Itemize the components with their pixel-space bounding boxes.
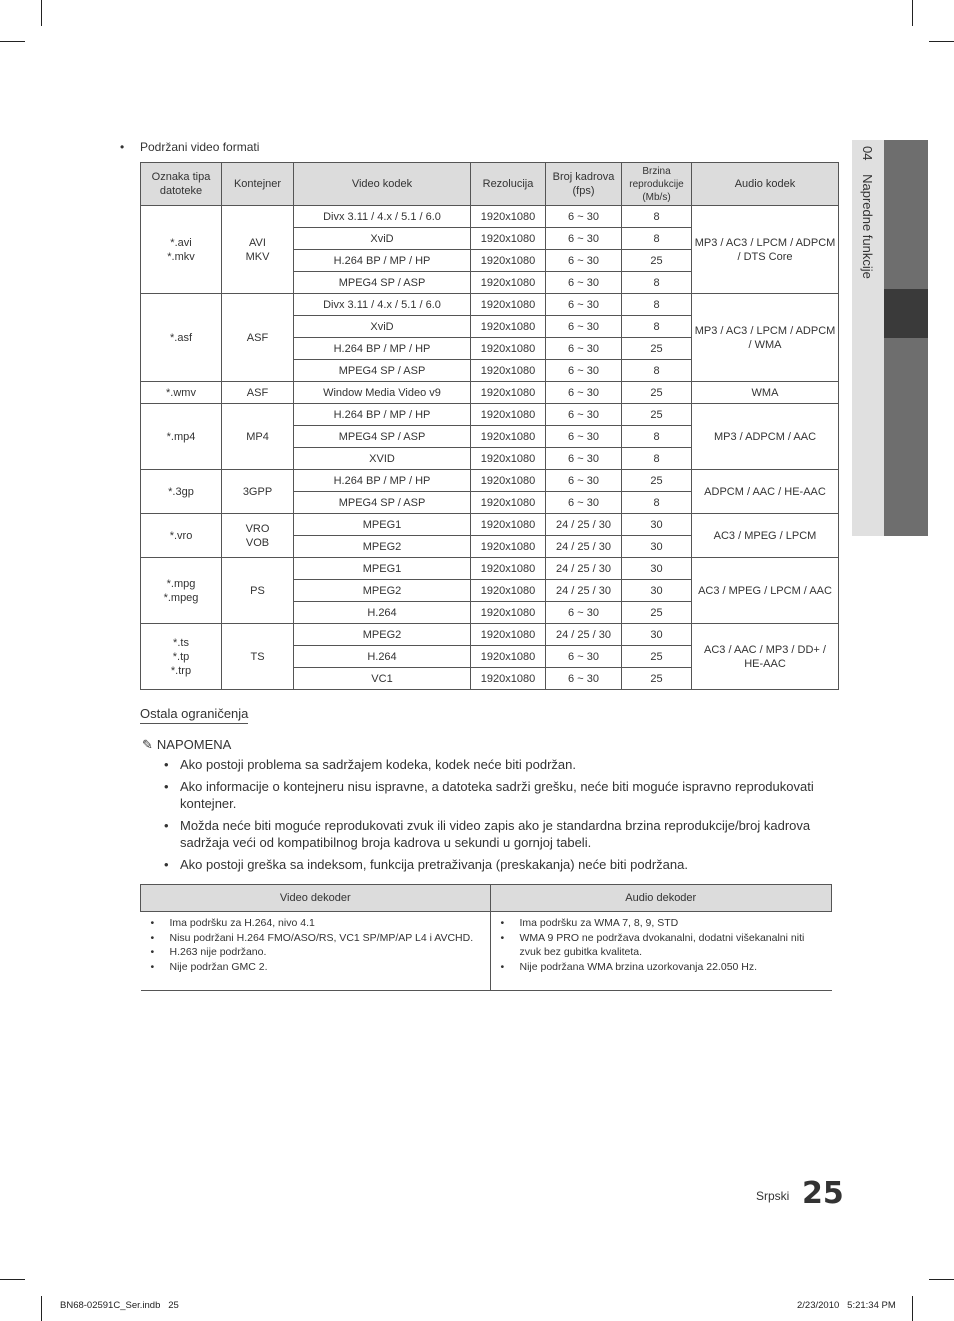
frame-rate-cell: 24 / 25 / 30 <box>546 624 622 646</box>
audio-decoder-item <box>501 960 826 975</box>
resolution-cell: 1920x1080 <box>471 448 546 470</box>
video-codec-cell: XVID <box>294 448 471 470</box>
video-codec-cell: VC1 <box>294 668 471 690</box>
file-extension-cell: *.asf <box>141 294 222 382</box>
video-codec-cell: MPEG4 SP / ASP <box>294 426 471 448</box>
bitrate-cell: 25 <box>622 602 692 624</box>
print-slug-file: BN68-02591C_Ser.indb 25 <box>60 1300 179 1311</box>
frame-rate-cell: 6 ~ 30 <box>546 338 622 360</box>
bitrate-cell: 25 <box>622 382 692 404</box>
frame-rate-cell: 6 ~ 30 <box>546 272 622 294</box>
frame-rate-cell: 6 ~ 30 <box>546 382 622 404</box>
frame-rate-cell: 6 ~ 30 <box>546 646 622 668</box>
audio-codec-cell: MP3 / ADPCM / AAC <box>692 404 839 470</box>
video-codec-cell: H.264 BP / MP / HP <box>294 470 471 492</box>
frame-rate-cell: 24 / 25 / 30 <box>546 580 622 602</box>
header-video-codec: Video kodek <box>294 163 471 206</box>
bullet: • <box>500 960 505 973</box>
resolution-cell: 1920x1080 <box>471 338 546 360</box>
bitrate-cell: 30 <box>622 558 692 580</box>
supported-formats-label: Podržani video formati <box>140 140 260 154</box>
table-row <box>141 470 839 492</box>
bitrate-cell: 25 <box>622 404 692 426</box>
container-cell: MP4 <box>222 404 294 470</box>
frame-rate-cell: 6 ~ 30 <box>546 602 622 624</box>
video-decoder-item <box>151 945 484 960</box>
video-codec-cell: H.264 <box>294 602 471 624</box>
note-label: NAPOMENA <box>156 737 232 752</box>
audio-codec-cell: MP3 / AC3 / LPCM / ADPCM / DTS Core <box>692 206 839 294</box>
container-cell: 3GPP <box>222 470 294 514</box>
crop-mark <box>912 1296 913 1321</box>
video-decoder-item <box>151 960 484 975</box>
resolution-cell: 1920x1080 <box>471 360 546 382</box>
frame-rate-cell: 6 ~ 30 <box>546 470 622 492</box>
decoder-item-text: Nije podržan GMC 2. <box>169 960 268 973</box>
note-text: Ako postoji greška sa indeksom, funkcija pretraživanja (preskakanja) neće biti podržana. <box>180 857 688 872</box>
file-extension-cell: *.vro <box>141 514 222 558</box>
note-item <box>164 817 840 851</box>
video-codec-cell: MPEG1 <box>294 558 471 580</box>
table-row <box>141 382 839 404</box>
video-codec-cell: MPEG2 <box>294 580 471 602</box>
decoder-item-text: Ima podršku za H.264, nivo 4.1 <box>169 917 315 929</box>
bitrate-cell: 30 <box>622 580 692 602</box>
resolution-cell: 1920x1080 <box>471 492 546 514</box>
decoder-item-text: Nisu podržani H.264 FMO/ASO/RS, VC1 SP/MP/AP L4 i AVCHD. <box>169 931 474 944</box>
crop-mark <box>0 41 25 42</box>
video-formats-table <box>140 162 839 690</box>
video-codec-cell: MPEG4 SP / ASP <box>294 492 471 514</box>
header-audio-decoder: Audio dekoder <box>490 885 832 912</box>
header-audio-codec: Audio kodek <box>692 163 839 206</box>
bitrate-cell: 25 <box>622 668 692 690</box>
note-text: Možda neće biti moguće reprodukovati zvuk ili video zapis ako je standardna brzina reprodukcije/broj kadrova sadržaja veći od kompatibilnog broja kadrova u sekundi u gornjoj tabeli. <box>180 818 811 850</box>
crop-mark <box>41 0 42 26</box>
header-frame-rate: Broj kadrova (fps) <box>546 163 622 206</box>
file-extension-cell: *.ts *.tp *.trp <box>141 624 222 690</box>
video-codec-cell: MPEG1 <box>294 514 471 536</box>
video-codec-cell: MPEG4 SP / ASP <box>294 360 471 382</box>
chapter-tab-active-marker <box>884 289 928 338</box>
frame-rate-cell: 6 ~ 30 <box>546 206 622 228</box>
resolution-cell: 1920x1080 <box>471 426 546 448</box>
crop-mark <box>912 0 913 26</box>
frame-rate-cell: 6 ~ 30 <box>546 316 622 338</box>
video-codec-cell: Divx 3.11 / 4.x / 5.1 / 6.0 <box>294 206 471 228</box>
chapter-tab-strip <box>884 140 928 536</box>
audio-decoder-list <box>490 912 832 991</box>
frame-rate-cell: 24 / 25 / 30 <box>546 536 622 558</box>
decoder-item-text: WMA 9 PRO ne podržava dvokanalni, dodatni višekanalni niti zvuk bez gubitka kvaliteta. <box>519 931 805 958</box>
container-cell: PS <box>222 558 294 624</box>
frame-rate-cell: 6 ~ 30 <box>546 360 622 382</box>
audio-codec-cell: WMA <box>692 382 839 404</box>
bitrate-cell: 8 <box>622 316 692 338</box>
frame-rate-cell: 6 ~ 30 <box>546 250 622 272</box>
crop-mark <box>0 1279 25 1280</box>
bitrate-cell: 8 <box>622 492 692 514</box>
bitrate-cell: 25 <box>622 646 692 668</box>
header-video-decoder: Video dekoder <box>141 885 491 912</box>
header-container: Kontejner <box>222 163 294 206</box>
audio-codec-cell: MP3 / AC3 / LPCM / ADPCM / WMA <box>692 294 839 382</box>
bullet: • <box>164 757 169 772</box>
frame-rate-cell: 24 / 25 / 30 <box>546 514 622 536</box>
bitrate-cell: 8 <box>622 448 692 470</box>
frame-rate-cell: 6 ~ 30 <box>546 228 622 250</box>
bullet: • <box>150 946 155 958</box>
table-header-row <box>141 163 839 206</box>
table-row <box>141 624 839 646</box>
table-row <box>141 206 839 228</box>
file-extension-cell: *.avi *.mkv <box>141 206 222 294</box>
audio-codec-cell: AC3 / AAC / MP3 / DD+ / HE-AAC <box>692 624 839 690</box>
video-codec-cell: H.264 <box>294 646 471 668</box>
footer-language: Srpski <box>756 1189 790 1203</box>
bitrate-cell: 25 <box>622 338 692 360</box>
resolution-cell: 1920x1080 <box>471 250 546 272</box>
resolution-cell: 1920x1080 <box>471 580 546 602</box>
note-item <box>164 778 840 812</box>
resolution-cell: 1920x1080 <box>471 382 546 404</box>
bitrate-cell: 8 <box>622 360 692 382</box>
video-codec-cell: H.264 BP / MP / HP <box>294 250 471 272</box>
container-cell: ASF <box>222 294 294 382</box>
resolution-cell: 1920x1080 <box>471 404 546 426</box>
bullet: • <box>164 818 169 833</box>
table-body <box>141 206 839 690</box>
bitrate-cell: 30 <box>622 536 692 558</box>
resolution-cell: 1920x1080 <box>471 206 546 228</box>
container-cell: AVI MKV <box>222 206 294 294</box>
resolution-cell: 1920x1080 <box>471 514 546 536</box>
print-slug-datetime: 2/23/2010 5:21:34 PM <box>797 1300 896 1311</box>
frame-rate-cell: 6 ~ 30 <box>546 404 622 426</box>
header-bitrate: Brzina reprodukcije (Mb/s) <box>622 163 692 206</box>
frame-rate-cell: 6 ~ 30 <box>546 668 622 690</box>
video-codec-cell: MPEG4 SP / ASP <box>294 272 471 294</box>
resolution-cell: 1920x1080 <box>471 470 546 492</box>
bullet: • <box>164 779 169 794</box>
pencil-icon: ✎ <box>142 737 153 752</box>
other-limitations-title: Ostala ograničenja <box>140 706 248 724</box>
container-cell: ASF <box>222 382 294 404</box>
video-decoder-item <box>151 931 484 946</box>
crop-mark <box>929 1279 954 1280</box>
bullet: • <box>164 857 169 872</box>
video-codec-cell: H.264 BP / MP / HP <box>294 404 471 426</box>
note-heading <box>142 737 231 753</box>
audio-decoder-item <box>501 931 826 960</box>
table-row <box>141 404 839 426</box>
frame-rate-cell: 6 ~ 30 <box>546 492 622 514</box>
note-text: Ako informacije o kontejneru nisu ispravne, a datoteka sadrži grešku, neće biti moguće ispravno reprodukovati kontejner. <box>180 779 814 811</box>
bitrate-cell: 30 <box>622 514 692 536</box>
audio-decoder-item <box>501 916 826 931</box>
file-extension-cell: *.mp4 <box>141 404 222 470</box>
chapter-number: 04 <box>860 146 875 161</box>
page-number: 25 <box>802 1176 844 1211</box>
note-text: Ako postoji problema sa sadržajem kodeka, kodek neće biti podržan. <box>180 757 576 772</box>
table-row <box>141 514 839 536</box>
bullet: • <box>150 917 155 929</box>
resolution-cell: 1920x1080 <box>471 668 546 690</box>
chapter-title: Napredne funkcije <box>860 174 875 279</box>
note-item <box>164 756 840 773</box>
file-extension-cell: *.mpg *.mpeg <box>141 558 222 624</box>
bitrate-cell: 25 <box>622 250 692 272</box>
supported-formats-heading <box>120 140 259 154</box>
frame-rate-cell: 6 ~ 30 <box>546 426 622 448</box>
video-codec-cell: MPEG2 <box>294 536 471 558</box>
resolution-cell: 1920x1080 <box>471 624 546 646</box>
bullet: • <box>150 931 155 944</box>
header-file-type: Oznaka tipa datoteke <box>141 163 222 206</box>
note-list <box>164 756 840 878</box>
crop-mark <box>929 41 954 42</box>
bullet: • <box>150 960 155 973</box>
video-codec-cell: Divx 3.11 / 4.x / 5.1 / 6.0 <box>294 294 471 316</box>
bullet: • <box>120 140 125 154</box>
bitrate-cell: 30 <box>622 624 692 646</box>
frame-rate-cell: 6 ~ 30 <box>546 448 622 470</box>
decoder-table <box>140 884 832 991</box>
video-codec-cell: H.264 BP / MP / HP <box>294 338 471 360</box>
bitrate-cell: 8 <box>622 426 692 448</box>
bitrate-cell: 8 <box>622 272 692 294</box>
file-extension-cell: *.wmv <box>141 382 222 404</box>
frame-rate-cell: 24 / 25 / 30 <box>546 558 622 580</box>
resolution-cell: 1920x1080 <box>471 272 546 294</box>
audio-codec-cell: AC3 / MPEG / LPCM <box>692 514 839 558</box>
video-codec-cell: Window Media Video v9 <box>294 382 471 404</box>
audio-codec-cell: ADPCM / AAC / HE-AAC <box>692 470 839 514</box>
bitrate-cell: 8 <box>622 294 692 316</box>
crop-mark <box>41 1296 42 1321</box>
audio-codec-cell: AC3 / MPEG / LPCM / AAC <box>692 558 839 624</box>
container-cell: TS <box>222 624 294 690</box>
resolution-cell: 1920x1080 <box>471 558 546 580</box>
video-decoder-item <box>151 916 484 931</box>
note-item <box>164 856 840 873</box>
header-resolution: Rezolucija <box>471 163 546 206</box>
video-codec-cell: MPEG2 <box>294 624 471 646</box>
chapter-tab-label <box>855 146 879 316</box>
bitrate-cell: 25 <box>622 470 692 492</box>
decoder-item-text: Nije podržana WMA brzina uzorkovanja 22.050 Hz. <box>519 960 758 973</box>
resolution-cell: 1920x1080 <box>471 646 546 668</box>
decoder-item-text: H.263 nije podržano. <box>169 946 267 958</box>
bitrate-cell: 8 <box>622 228 692 250</box>
video-codec-cell: XviD <box>294 316 471 338</box>
table-row <box>141 558 839 580</box>
resolution-cell: 1920x1080 <box>471 536 546 558</box>
container-cell: VRO VOB <box>222 514 294 558</box>
resolution-cell: 1920x1080 <box>471 316 546 338</box>
resolution-cell: 1920x1080 <box>471 602 546 624</box>
video-codec-cell: XviD <box>294 228 471 250</box>
resolution-cell: 1920x1080 <box>471 228 546 250</box>
resolution-cell: 1920x1080 <box>471 294 546 316</box>
frame-rate-cell: 6 ~ 30 <box>546 294 622 316</box>
bullet: • <box>500 917 505 929</box>
bullet: • <box>500 931 505 944</box>
decoder-item-text: Ima podršku za WMA 7, 8, 9, STD <box>519 917 679 929</box>
file-extension-cell: *.3gp <box>141 470 222 514</box>
bitrate-cell: 8 <box>622 206 692 228</box>
table-row <box>141 294 839 316</box>
video-decoder-list <box>141 912 491 991</box>
